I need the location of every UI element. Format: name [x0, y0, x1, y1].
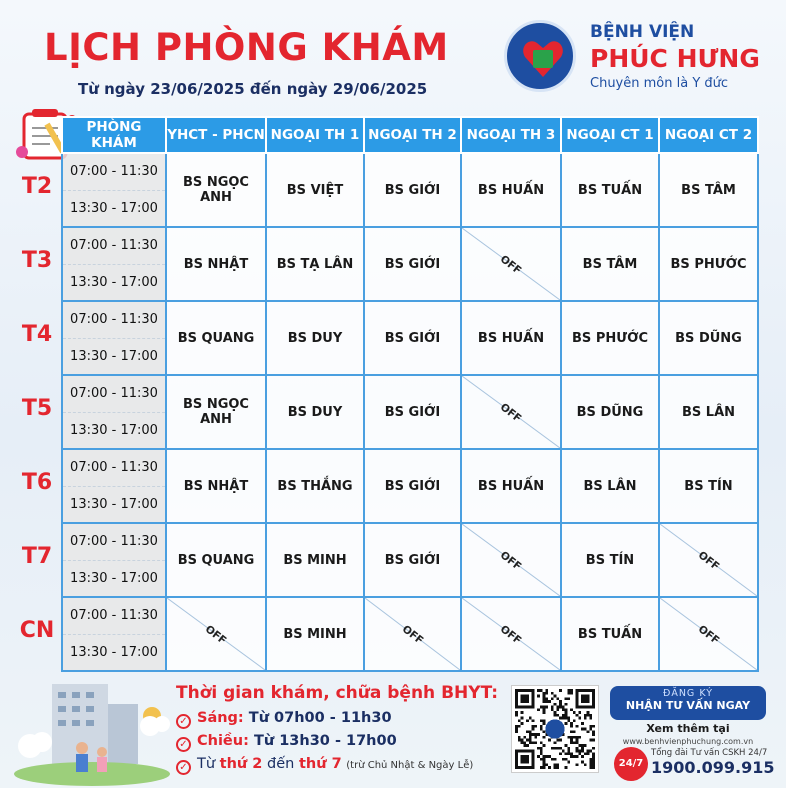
- day-label: T4: [21, 322, 53, 347]
- column-header: YHCT - PHCN: [166, 117, 266, 153]
- off-label: OFF: [498, 252, 524, 277]
- morning-shift: 07:00 - 11:30: [70, 238, 158, 253]
- check-icon: ✓: [176, 714, 191, 729]
- morning-hours: ✓ Sáng: Từ 07h00 - 11h30: [176, 710, 392, 729]
- day-label: T2: [21, 174, 53, 199]
- doctor-cell: BS HUẤN: [461, 449, 561, 523]
- column-header: NGOẠI CT 2: [659, 117, 758, 153]
- check-icon: ✓: [176, 737, 191, 752]
- doctor-cell: BS GIỚI: [364, 301, 461, 375]
- doctor-cell: BS HUẤN: [461, 301, 561, 375]
- table-row: [62, 227, 758, 301]
- day-label: T6: [21, 470, 53, 495]
- hospital-logo: [504, 20, 576, 92]
- doctor-cell: BS LÂN: [659, 375, 758, 449]
- brand-name-big: PHÚC HƯNG: [590, 44, 760, 73]
- morning-shift: 07:00 - 11:30: [70, 164, 158, 179]
- table-row: [62, 375, 758, 449]
- afternoon-shift: 13:30 - 17:00: [63, 412, 165, 448]
- doctor-cell: BS GIỚI: [364, 449, 461, 523]
- afternoon-shift: 13:30 - 17:00: [63, 190, 165, 226]
- doctor-cell: BS NGỌC ANH: [166, 153, 266, 227]
- off-cell: [461, 375, 561, 449]
- website-link[interactable]: www.benhvienphuchung.com.vn: [622, 737, 754, 746]
- brand-name-small: BỆNH VIỆN: [590, 22, 695, 42]
- hotline-badge-icon: 24/7: [614, 747, 648, 781]
- doctor-cell: BS VIỆT: [266, 153, 364, 227]
- doctor-cell: BS DŨNG: [659, 301, 758, 375]
- doctor-cell: BS MINH: [266, 597, 364, 671]
- doctor-cell: BS MINH: [266, 523, 364, 597]
- morning-shift: 07:00 - 11:30: [70, 312, 158, 327]
- shift-times: [62, 153, 166, 227]
- doctor-cell: BS NHẬT: [166, 449, 266, 523]
- afternoon-shift: 13:30 - 17:00: [63, 560, 165, 596]
- day-label: T5: [21, 396, 53, 421]
- column-header: NGOẠI CT 1: [561, 117, 659, 153]
- off-label: OFF: [399, 622, 426, 647]
- off-cell: [461, 227, 561, 301]
- shift-times: [62, 523, 166, 597]
- hotline-label: Tổng đài Tư vấn CSKH 24/7: [651, 748, 768, 758]
- table-row: [62, 449, 758, 523]
- off-label: OFF: [695, 548, 722, 573]
- day-label: T7: [21, 544, 53, 569]
- off-cell: [166, 597, 266, 671]
- register-consult-button[interactable]: ĐĂNG KÝ NHẬN TƯ VẤN NGAY: [610, 686, 766, 720]
- doctor-cell: BS TUẤN: [561, 597, 659, 671]
- off-label: OFF: [498, 548, 524, 573]
- doctor-cell: BS GIỚI: [364, 523, 461, 597]
- doctor-cell: BS NHẬT: [166, 227, 266, 301]
- doctor-cell: BS NGỌC ANH: [166, 375, 266, 449]
- doctor-cell: BS TẠ LÂN: [266, 227, 364, 301]
- doctor-cell: BS TÂM: [659, 153, 758, 227]
- schedule-table: [61, 116, 759, 672]
- morning-shift: 07:00 - 11:30: [70, 608, 158, 623]
- doctor-cell: BS HUẤN: [461, 153, 561, 227]
- column-header: NGOẠI TH 3: [461, 117, 561, 153]
- hotline-number[interactable]: 1900.099.915: [651, 758, 775, 777]
- qr-code[interactable]: [512, 686, 598, 772]
- shift-times: [62, 375, 166, 449]
- doctor-cell: BS DUY: [266, 375, 364, 449]
- doctor-cell: BS GIỚI: [364, 153, 461, 227]
- doctor-cell: BS PHƯỚC: [659, 227, 758, 301]
- off-cell: [659, 597, 758, 671]
- table-row: [62, 597, 758, 671]
- doctor-cell: BS GIỚI: [364, 227, 461, 301]
- table-row: [62, 523, 758, 597]
- table-row: [62, 153, 758, 227]
- doctor-cell: BS TUẤN: [561, 153, 659, 227]
- shift-times: [62, 301, 166, 375]
- doctor-cell: BS TÍN: [659, 449, 758, 523]
- doctor-cell: BS LÂN: [561, 449, 659, 523]
- doctor-cell: BS QUANG: [166, 301, 266, 375]
- afternoon-shift: 13:30 - 17:00: [63, 264, 165, 300]
- column-header: NGOẠI TH 1: [266, 117, 364, 153]
- morning-shift: 07:00 - 11:30: [70, 386, 158, 401]
- afternoon-shift: 13:30 - 17:00: [63, 486, 165, 522]
- afternoon-shift: 13:30 - 17:00: [63, 338, 165, 374]
- morning-shift: 07:00 - 11:30: [70, 534, 158, 549]
- off-cell: [461, 597, 561, 671]
- off-label: OFF: [203, 622, 229, 647]
- morning-shift: 07:00 - 11:30: [70, 460, 158, 475]
- off-label: OFF: [695, 622, 722, 647]
- see-more-label: Xem thêm tại: [646, 722, 730, 735]
- shift-times: [62, 227, 166, 301]
- day-label: T3: [21, 248, 53, 273]
- doctor-cell: BS GIỚI: [364, 375, 461, 449]
- day-label: CN: [19, 618, 55, 643]
- off-cell: [364, 597, 461, 671]
- doctor-cell: BS DUY: [266, 301, 364, 375]
- afternoon-shift: 13:30 - 17:00: [63, 634, 165, 670]
- column-header: PHÒNG KHÁM: [62, 117, 166, 153]
- shift-times: [62, 449, 166, 523]
- doctor-cell: BS TÂM: [561, 227, 659, 301]
- brand-tagline: Chuyên môn là Y đức: [590, 76, 729, 91]
- table-row: [62, 301, 758, 375]
- doctor-cell: BS TÍN: [561, 523, 659, 597]
- check-icon: ✓: [176, 760, 191, 775]
- table-header-row: [62, 117, 758, 153]
- afternoon-hours: ✓ Chiều: Từ 13h30 - 17h00: [176, 733, 397, 752]
- doctor-cell: BS THẮNG: [266, 449, 364, 523]
- date-range: Từ ngày 23/06/2025 đến ngày 29/06/2025: [78, 80, 428, 98]
- off-cell: [461, 523, 561, 597]
- doctor-cell: BS PHƯỚC: [561, 301, 659, 375]
- off-label: OFF: [498, 400, 524, 425]
- heart-logo-icon: [521, 37, 565, 81]
- hospital-building-illustration: [12, 676, 172, 786]
- column-header: NGOẠI TH 2: [364, 117, 461, 153]
- page-title: LỊCH PHÒNG KHÁM: [44, 26, 449, 69]
- doctor-cell: BS QUANG: [166, 523, 266, 597]
- working-days: ✓ Từ thứ 2 đến thứ 7 (trừ Chủ Nhật & Ngày Lễ): [176, 756, 473, 775]
- bhyt-title: Thời gian khám, chữa bệnh BHYT:: [176, 683, 499, 703]
- shift-times: [62, 597, 166, 671]
- off-label: OFF: [498, 622, 524, 647]
- doctor-cell: BS DŨNG: [561, 375, 659, 449]
- off-cell: [659, 523, 758, 597]
